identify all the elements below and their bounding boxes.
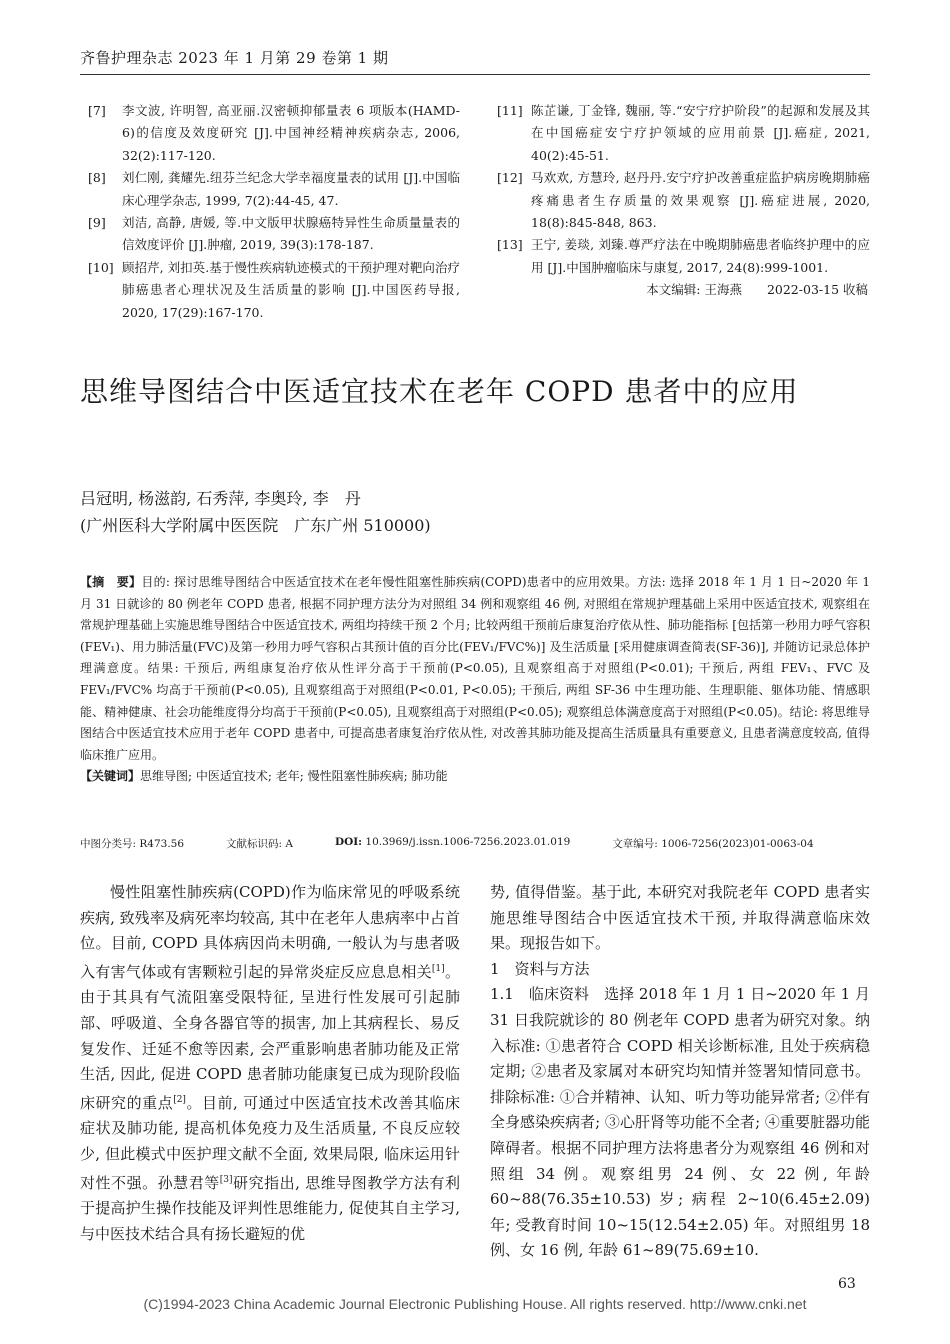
reference-text: 王宁, 姜琰, 刘臻.尊严疗法在中晚期肺癌患者临终护理中的应用 [J].中国肿瘤临床与康复, 2017, 24(8):999-1001. <box>531 237 870 275</box>
body-text: 。目前, 可通过中医适宜技术改善其临床症状及肺功能, 提高机体免疫力及生活质量, 不良反应较少, 但此模式中医护理文献不全面, 效果局限, 临床运用针对性不强。孙慧君等 <box>80 1093 460 1192</box>
subsection-heading: 1.1 临床资料 <box>490 985 590 1004</box>
reference-item <box>88 212 460 257</box>
editor-received-line: 本文编辑: 王海燕 2022-03-15 收稿 <box>646 282 868 298</box>
journal-header: 齐鲁护理杂志 2023 年 1 月第 29 卷第 1 期 <box>80 49 389 67</box>
citation: [3] <box>219 1174 233 1185</box>
keywords-text: 思维导图; 中医适宜技术; 老年; 慢性阻塞性肺疾病; 肺功能 <box>140 769 448 784</box>
reference-text: 马欢欢, 方慧玲, 赵丹丹.安宁疗护改善重症监护病房晚期肺癌疼痛患者生存质量的效果观察 [J].癌症进展, 2020, 18(8):845-848, 863. <box>531 170 870 231</box>
abstract <box>80 572 870 766</box>
reference-text: 刘仁刚, 龚耀先.纽芬兰纪念大学幸福度量表的试用 [J].中国临床心理学杂志, 1999, 7(2):44-45, 47. <box>122 170 460 208</box>
section-heading: 1 资料与方法 <box>490 959 590 978</box>
reference-number: [13] <box>497 237 523 253</box>
reference-number: [9] <box>88 215 106 231</box>
reference-item <box>497 100 870 167</box>
keywords <box>80 766 870 788</box>
body-right-column <box>490 880 870 1264</box>
citation: [1] <box>431 963 445 974</box>
header-rule <box>80 74 870 75</box>
reference-item <box>88 100 460 167</box>
body-left-column <box>80 880 460 1247</box>
abstract-label: 【摘 要】 <box>80 575 142 589</box>
author-list: 吕冠明, 杨滋韵, 石秀萍, 李奥玲, 李 丹 <box>80 489 361 508</box>
abstract-text: 目的: 探讨思维导图结合中医适宜技术在老年慢性阻塞性肺疾病(COPD)患者中的应用效果。方法: 选择 2018 年 1 月 1 日~2020 年 1 月 31 日就诊的 80 例老年 COPD 患者, 根据不同护理方法分为对照组 34 例和观察组 46 例, 对照组在常规护理基础上采用中医适宜技术, 观察组在常规护理基础上实施思维导图结合中医适宜技术, 两组均持续干预 2 个月; 比较两组干预前后康复治疗依从性、肺功能指标 [包括第一秒用力呼气容积(FEV₁)、用力肺活量(FVC)及第一秒用力呼气容积占其预计值的百分比(FEV₁/FVC%)] 及生活质量 [采用健康调查简表(SF-36)], 并随访记录总体护理满意度。结果: 干预后, 两组康复治疗依从性评分高于干预前(P<0.05), 且观察组高于对照组(P<0.01); 干预后, 两组 FEV₁、FVC 及 FEV₁/FVC% 均高于干预前(P<0.05), 且观察组高于对照组(P<0.01, P<0.05); 干预后, 两组 SF-36 中生理功能、生理职能、躯体功能、情感职能、精神健康、社会功能维度得分均高于干预前(P<0.05), 且观察组高于对照组(P<0.05); 观察组总体满意度高于对照组(P<0.05)。结论: 将思维导图结合中医适宜技术应用于老年 COPD 患者中, 可提高患者康复治疗依从性, 对改善其肺功能及提高生活质量具有重要意义, 且患者满意度较高, 值得临床推广应用。 <box>80 575 870 762</box>
doi-label: DOI: <box>335 836 363 848</box>
references-left-column <box>88 100 460 324</box>
subsection-paragraph <box>490 982 870 1264</box>
reference-item <box>497 167 870 234</box>
reference-number: [10] <box>88 259 114 275</box>
citation: [2] <box>173 1094 186 1105</box>
reference-item <box>88 167 460 212</box>
body-text: 研究指出, 思维导图教学方法有利于提高护生操作技能及评判性思维能力, 促使其自主学习, 与中医技术结合具有扬长避短的优 <box>80 1173 460 1243</box>
doi <box>335 836 570 851</box>
body-paragraph: 势, 值得借鉴。基于此, 本研究对我院老年 COPD 患者实施思维导图结合中医适宜技术干预, 并取得满意临床效果。现报告如下。 <box>490 883 870 953</box>
copyright-footer: (C)1994-2023 China Academic Journal Electronic Publishing House. All rights reserved. http://www.cnki.net <box>143 1296 807 1312</box>
reference-item <box>497 234 870 279</box>
article-title: 思维导图结合中医适宜技术在老年 COPD 患者中的应用 <box>80 375 799 408</box>
reference-text: 刘洁, 高静, 唐媛, 等.中文版甲状腺癌特异性生命质量量表的信效度评价 [J].肿瘤, 2019, 39(3):178-187. <box>122 215 460 253</box>
reference-number: [12] <box>497 170 523 186</box>
affiliation: (广州医科大学附属中医医院 广东广州 510000) <box>80 516 431 535</box>
article-metadata <box>80 836 870 851</box>
reference-item <box>88 257 460 324</box>
clc-number: 中图分类号: R473.56 <box>80 838 185 850</box>
reference-text: 陈芷谦, 丁金锋, 魏丽, 等.“安宁疗护阶段”的起源和发展及其在中国癌症安宁疗护领域的应用前景 [J].癌症, 2021, 40(2):45-51. <box>531 103 870 163</box>
abstract-block <box>80 572 870 788</box>
reference-text: 顾招芹, 刘扣英.基于慢性疾病轨迹模式的干预护理对靶向治疗肺癌患者心理状况及生活质量的影响 [J].中国医药导报, 2020, 17(29):167-170. <box>122 259 460 320</box>
document-code: 文献标识码: A <box>226 838 293 850</box>
body-text: 。由于其具有气流阻塞受限特征, 呈进行性发展可引起肺部、呼吸道、全身各器官等的损害, 加上其病程长、易反复发作、迁延不愈等因素, 会严重影响患者肺功能及正常生活, 因此, 促进 COPD 患者肺功能康复已成为现阶段临床研究的重点 <box>80 962 460 1112</box>
reference-number: [8] <box>88 170 106 186</box>
reference-number: [11] <box>497 103 523 118</box>
body-text: 选择 2018 年 1 月 1 日~2020 年 1 月 31 日我院就诊的 80 例老年 COPD 患者为研究对象。纳入标准: ①患者符合 COPD 相关诊断标准, 且处于疾病稳定期; ②患者及家属对本研究均知情并签署知情同意书。排除标准: ①合并精神、认知、听力等功能异常者; ②伴有全身感染疾病者; ③心肝肾等功能不全者; ④重要脏器功能障碍者。根据不同护理方法将患者分为观察组 46 例和对照组 34 例。观察组男 24 例、女 22 例, 年龄 60~88(76.35±10.53) 岁; 病程 2~10(6.45±2.09) 年; 受教育时间 10~15(12.54±2.05) 年。对照组男 18 例、女 16 例, 年龄 61~89(75.69±10. <box>490 985 870 1260</box>
reference-text: 李文波, 许明智, 高亚丽.汉密顿抑郁量表 6 项版本(HAMD-6)的信度及效度研究 [J].中国神经精神疾病杂志, 2006, 32(2):117-120. <box>122 103 460 163</box>
intro-paragraph <box>80 880 460 1247</box>
doi-value: 10.3969/j.issn.1006-7256.2023.01.019 <box>365 836 571 848</box>
page-number: 63 <box>838 1276 856 1292</box>
keywords-label: 【关键词】 <box>80 769 141 784</box>
body-text: 慢性阻塞性肺疾病(COPD)作为临床常见的呼吸系统疾病, 致残率及病死率均较高, 其中在老年人患病率中占首位。目前, COPD 具体病因尚未明确, 一般认为与患者吸入有害气体或有害颗粒引起的异常炎症反应息息相关 <box>80 883 460 981</box>
reference-number: [7] <box>88 103 106 118</box>
article-number: 文章编号: 1006-7256(2023)01-0063-04 <box>612 838 814 850</box>
references-right-column <box>497 100 870 302</box>
